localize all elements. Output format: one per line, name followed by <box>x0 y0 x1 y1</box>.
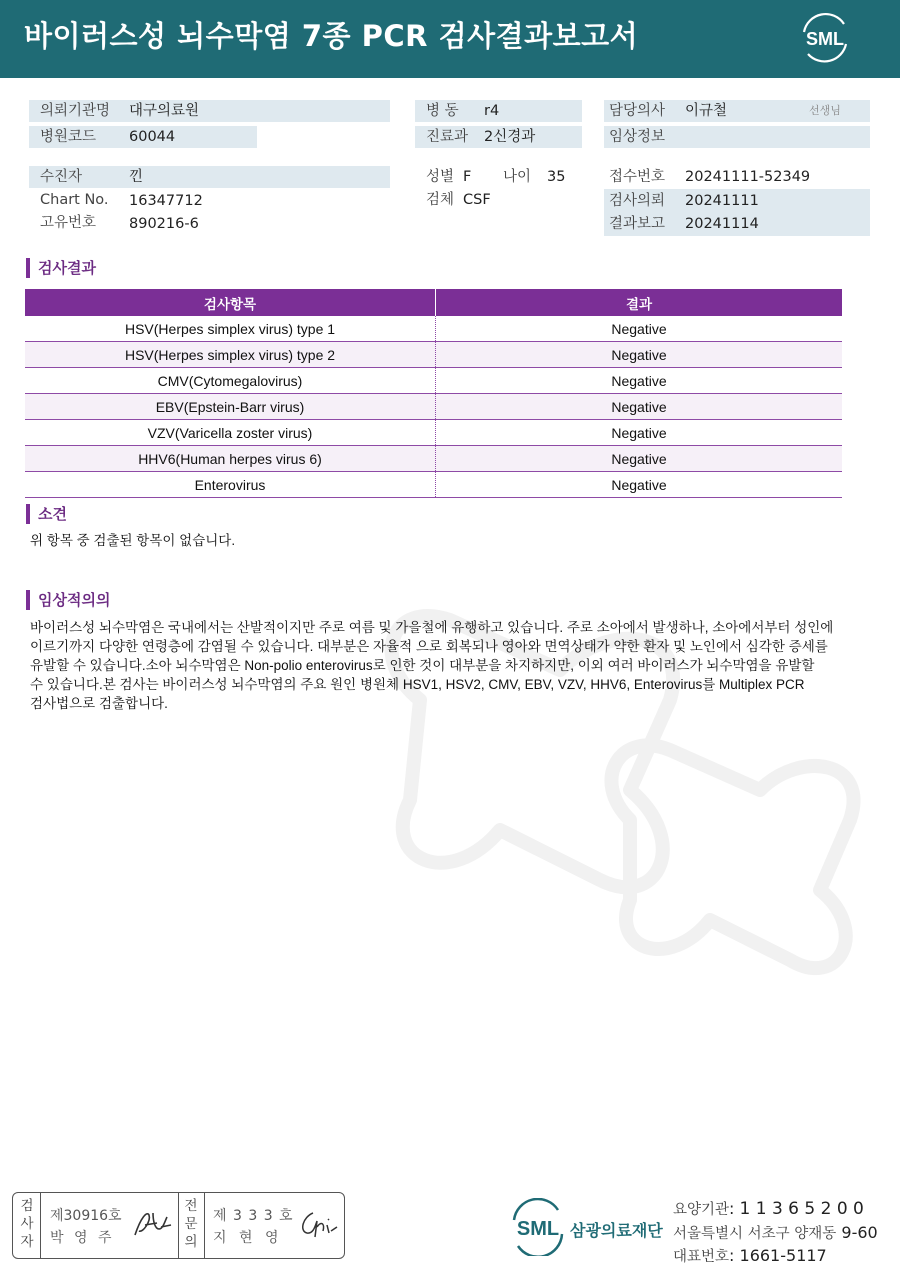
test-result: Negative <box>436 394 843 420</box>
specialist-label-char: 전 <box>184 1198 198 1214</box>
test-result: Negative <box>436 446 843 472</box>
address-text: 서울특별시 서초구 양재동 <box>673 1226 837 1242</box>
doctor-suffix: 선생님 <box>809 104 841 117</box>
age-value: 35 <box>547 169 566 185</box>
table-row <box>25 394 842 420</box>
ward-label: 병 동 <box>426 103 459 119</box>
specialist-signature-icon <box>295 1207 339 1241</box>
test-item: HHV6(Human herpes virus 6) <box>25 446 436 472</box>
table-row <box>25 472 842 498</box>
institution-value: 대구의료원 <box>129 103 200 119</box>
test-result: Negative <box>436 472 843 498</box>
footer-logo-text: SML <box>516 1218 560 1240</box>
age-label: 나이 <box>503 169 532 185</box>
table-row <box>25 342 842 368</box>
colon: : <box>729 1199 740 1218</box>
col-item-header: 검사항목 <box>25 289 436 316</box>
significance-line: 유발할 수 있습니다.소아 뇌수막염은 Non-polio enterovirus로 인한 것이 대부분을 차지하지만, 이외 여러 바이러스가 뇌수막염을 유발할 <box>30 658 815 673</box>
report-value: 20241114 <box>685 216 759 232</box>
receipt-label: 접수번호 <box>609 169 666 185</box>
significance-line: 바이러스성 뇌수막염은 국내에서는 산발적이지만 주로 여름 및 가을철에 유행하고 있습니다. 주로 소아에서 발생하나, 소아에서부터 성인에 <box>30 620 834 635</box>
receipt-value: 20241111-52349 <box>685 169 811 185</box>
institution-code-value: 1 1 3 6 5 2 0 0 <box>739 1199 864 1219</box>
table-row <box>25 420 842 446</box>
patient-value: 낀 <box>129 169 144 185</box>
clinical-label: 임상정보 <box>609 129 666 145</box>
address-number: 9-60 <box>841 1223 878 1242</box>
request-value: 20241111 <box>685 193 759 209</box>
tester-label-char: 자 <box>20 1234 34 1250</box>
results-heading: 검사결과 <box>26 258 96 278</box>
divider <box>204 1193 205 1258</box>
table-row <box>25 446 842 472</box>
results-header-row <box>25 289 842 316</box>
specialist-name: 지 현 영 <box>213 1230 283 1246</box>
test-result: Negative <box>436 420 843 446</box>
test-item: EBV(Epstein-Barr virus) <box>25 394 436 420</box>
institution-code-label: 요양기관 <box>673 1202 730 1218</box>
sml-footer-logo-icon <box>508 1198 568 1256</box>
tester-label <box>16 1197 38 1251</box>
sml-logo-icon <box>796 12 854 64</box>
test-result: Negative <box>436 316 843 342</box>
specimen-value: CSF <box>463 192 491 208</box>
specialist-label-char: 문 <box>184 1216 198 1232</box>
report-title: 바이러스성 뇌수막염 7종 PCR 검사결과보고서 <box>24 19 639 53</box>
findings-text: 위 항목 중 검출된 항목이 없습니다. <box>30 533 236 548</box>
request-label: 검사의뢰 <box>609 193 666 209</box>
test-item: VZV(Varicella zoster virus) <box>25 420 436 446</box>
unique-value: 890216-6 <box>129 216 199 232</box>
significance-line: 이르기까지 다양한 연령층에 감염될 수 있습니다. 대부분은 자율적 으로 회복되나 영아와 면역상태가 약한 환자 및 노인에서 심각한 증세를 <box>30 639 828 654</box>
chart-value: 16347712 <box>129 193 203 209</box>
doctor-value: 이규철 <box>685 103 728 119</box>
tester-name: 박 영 주 <box>50 1230 115 1246</box>
phone-value: 1661-5117 <box>739 1246 827 1265</box>
table-row <box>25 368 842 394</box>
test-item: HSV(Herpes simplex virus) type 2 <box>25 342 436 368</box>
colon: : <box>729 1246 740 1265</box>
test-item: CMV(Cytomegalovirus) <box>25 368 436 394</box>
doctor-label: 담당의사 <box>609 103 666 119</box>
specialist-number: 제 3 3 3 호 <box>213 1208 294 1224</box>
tester-signature-icon <box>131 1207 175 1241</box>
test-item: HSV(Herpes simplex virus) type 1 <box>25 316 436 342</box>
ward-value: r4 <box>484 103 500 119</box>
specialist-label <box>180 1197 202 1251</box>
results-table <box>25 289 842 498</box>
sex-value: F <box>463 169 472 185</box>
test-result: Negative <box>436 342 843 368</box>
sml-logo-text: SML <box>806 29 844 49</box>
tester-label-char: 사 <box>20 1216 34 1232</box>
test-result: Negative <box>436 368 843 394</box>
patient-box <box>29 166 390 188</box>
tester-number: 제30916호 <box>50 1208 122 1224</box>
significance-line: 수 있습니다.본 검사는 바이러스성 뇌수막염의 주요 원인 병원체 HSV1, HSV2, CMV, EBV, VZV, HHV6, Enterovirus를 Multiplex PCR <box>30 677 805 692</box>
tester-label-char: 검 <box>20 1198 34 1214</box>
report-header <box>0 0 900 78</box>
hospital-code-value: 60044 <box>129 129 176 145</box>
findings-heading: 소견 <box>26 504 67 524</box>
unique-label: 고유번호 <box>40 215 97 231</box>
dept-value: 2신경과 <box>484 129 536 145</box>
test-item: Enterovirus <box>25 472 436 498</box>
signature-box <box>12 1192 345 1259</box>
org-name: 삼광의료재단 <box>570 1221 663 1240</box>
significance-heading: 임상적의의 <box>26 590 110 610</box>
table-row <box>25 316 842 342</box>
divider <box>178 1193 179 1258</box>
phone-label: 대표번호 <box>673 1249 730 1265</box>
patient-label: 수진자 <box>40 169 83 185</box>
significance-line: 검사법으로 검출합니다. <box>30 696 168 711</box>
col-result-header: 결과 <box>436 289 843 316</box>
dept-label: 진료과 <box>426 129 469 145</box>
chart-label: Chart No. <box>40 192 109 208</box>
specialist-label-char: 의 <box>184 1234 198 1250</box>
sex-label: 성별 <box>426 169 455 185</box>
phone <box>673 1245 827 1266</box>
specimen-label: 검체 <box>426 192 455 208</box>
divider <box>40 1193 41 1258</box>
report-label: 결과보고 <box>609 216 666 232</box>
address <box>673 1222 878 1243</box>
institution-label: 의뢰기관명 <box>40 103 111 119</box>
institution-code <box>673 1198 864 1219</box>
hospital-code-label: 병원코드 <box>40 129 97 145</box>
